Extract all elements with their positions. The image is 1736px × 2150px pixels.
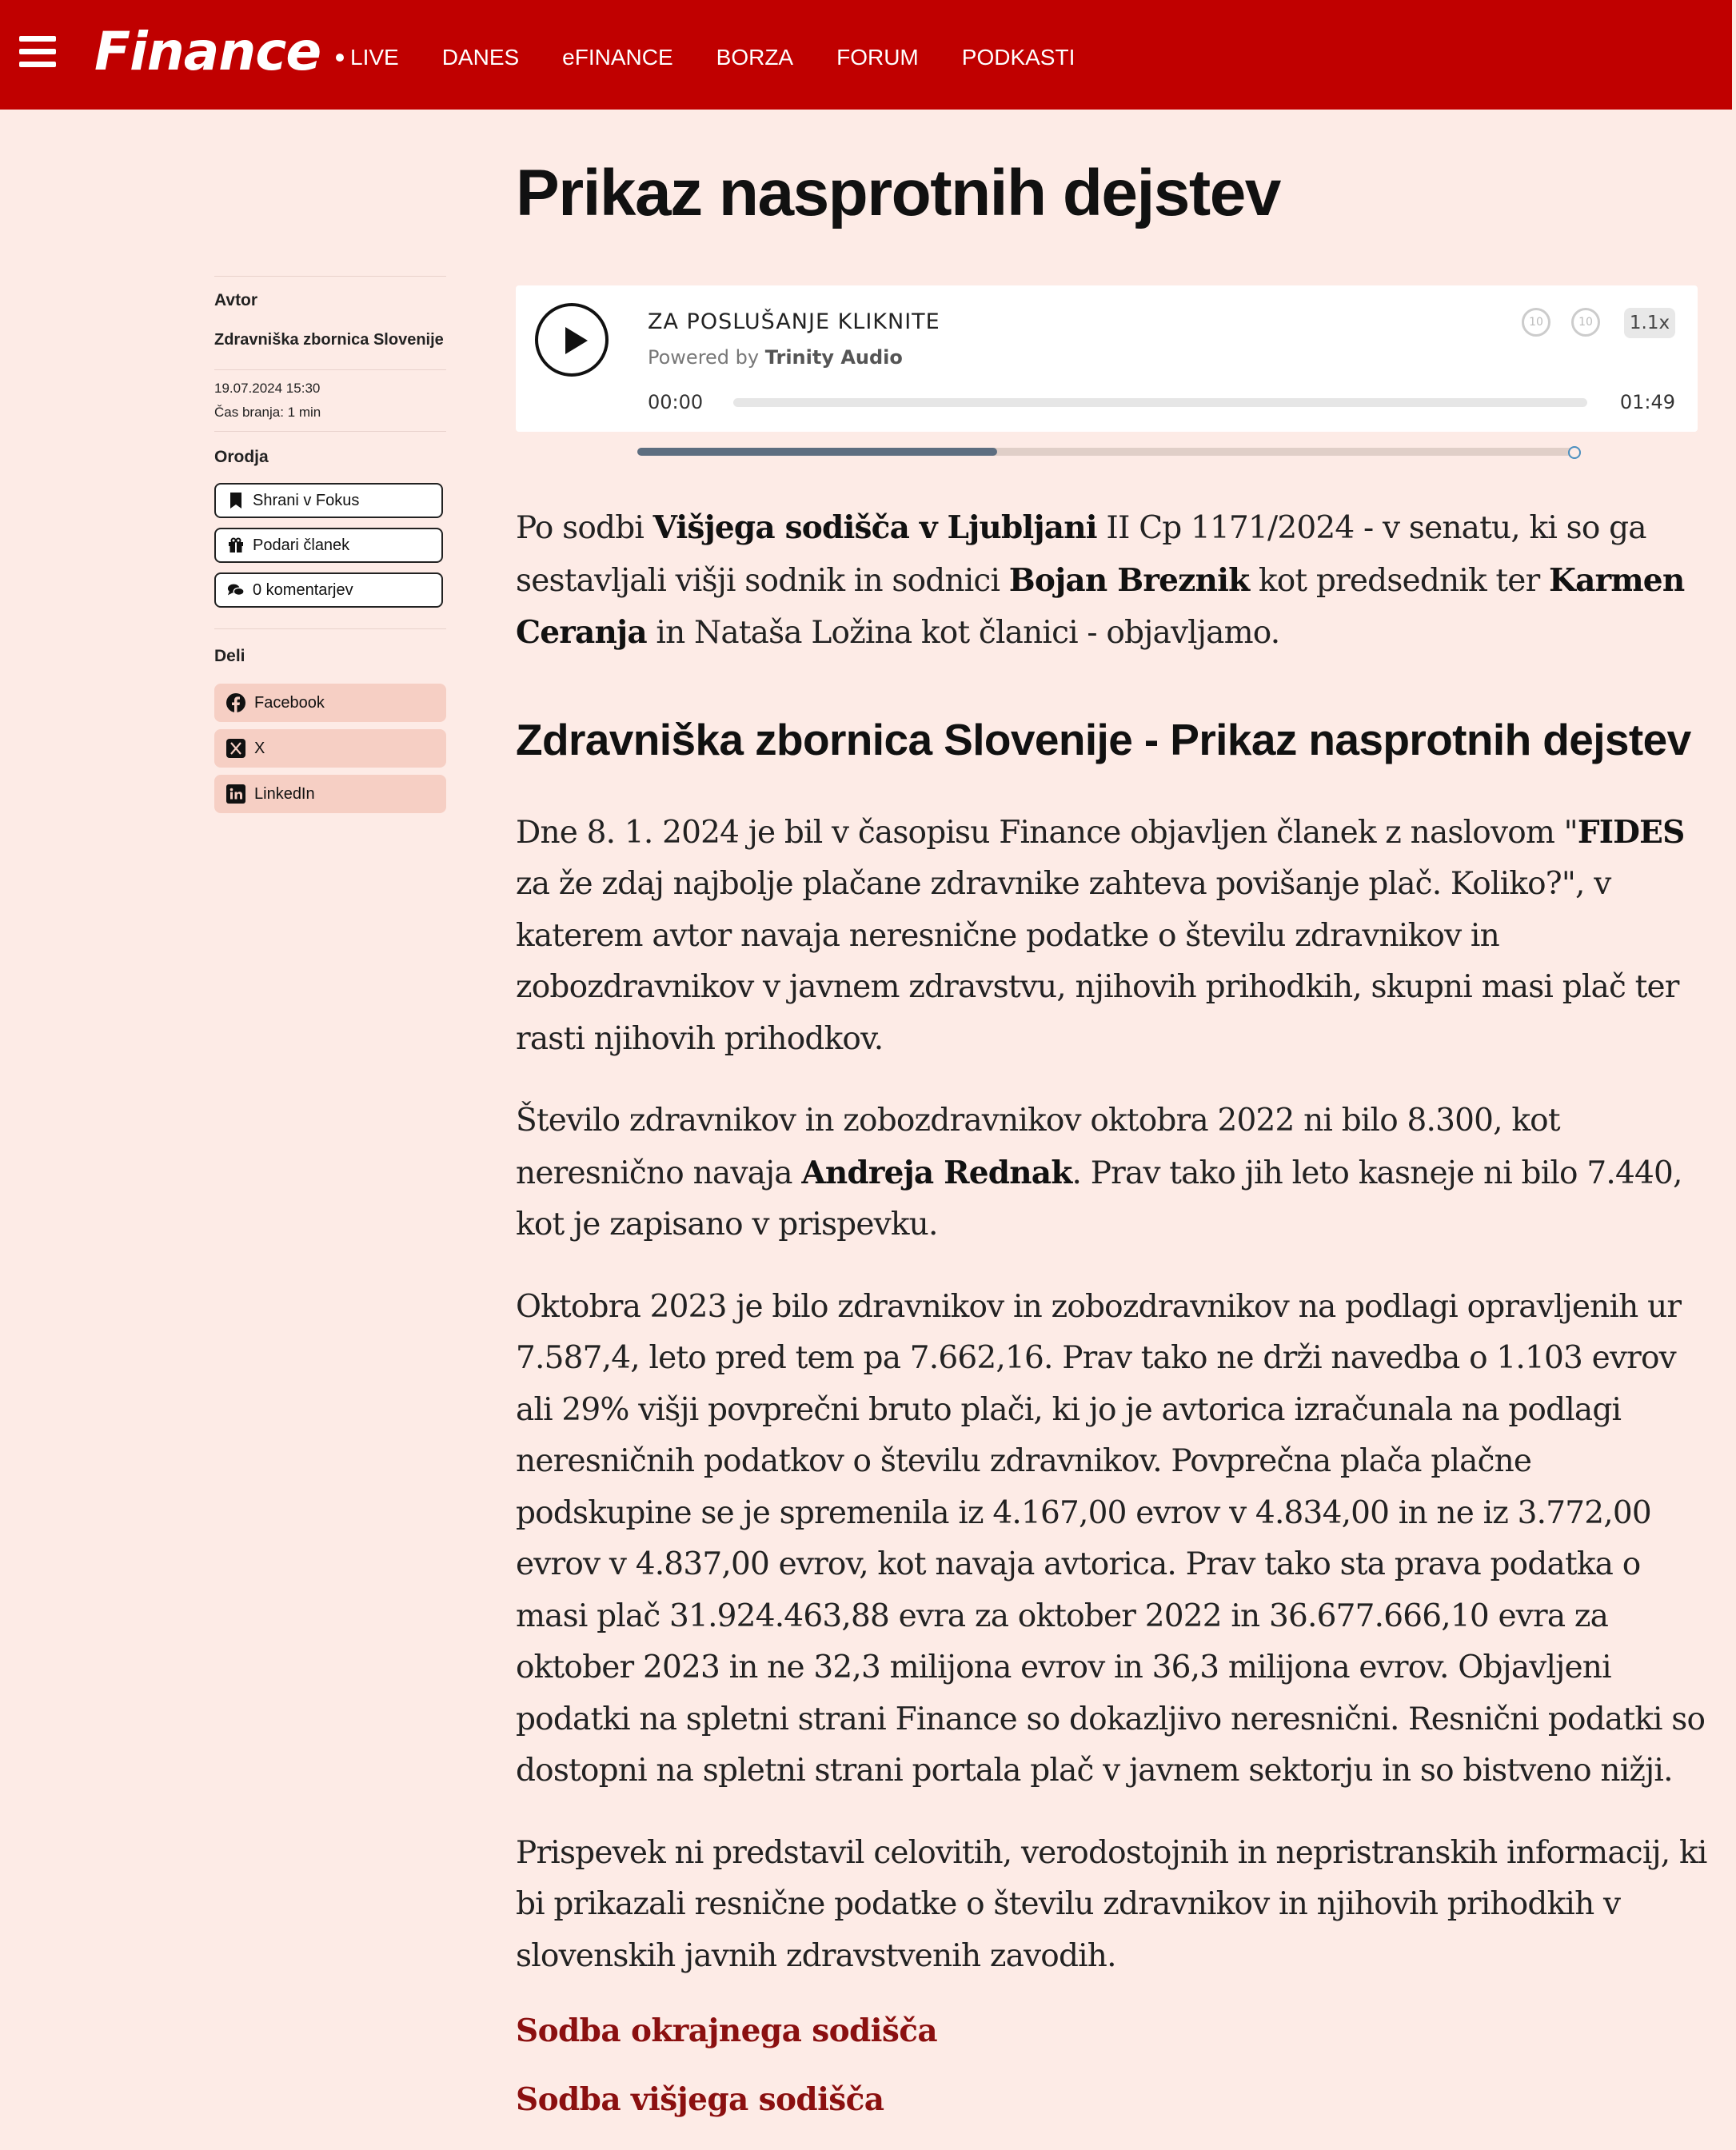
total-duration: 01:49 (1619, 391, 1675, 413)
share-linkedin-button[interactable] (214, 775, 446, 813)
comments-button[interactable] (214, 572, 443, 608)
divider (214, 628, 446, 629)
publish-date: 19.07.2024 15:30 (214, 381, 321, 396)
top-navigation-bar (0, 0, 1732, 110)
author-label: Avtor (214, 291, 258, 309)
district-court-ruling-link[interactable]: Sodba okrajnega sodišča (516, 2012, 938, 2049)
playback-speed-button[interactable]: 1.1x (1624, 308, 1675, 338)
player-title: ZA POSLUŠANJE KLIKNITE (648, 309, 940, 334)
body-paragraph: Prispevek ni predstavil celovitih, verodostojnih in nepristranskih informacij, ki bi prikazali resnične podatke o številu zdravnikov in njihovih prihodkih v slovenskih javnih zdravstvenih zavodih. (516, 1834, 1707, 1974)
article-body (516, 502, 1707, 2150)
play-button[interactable] (535, 303, 609, 377)
divider (214, 431, 446, 432)
tools-label: Orodja (214, 448, 269, 466)
author-name[interactable]: Zdravniška zbornica Slovenije (214, 331, 444, 349)
x-icon (225, 738, 246, 759)
divider (214, 369, 446, 370)
facebook-label: Facebook (254, 693, 325, 712)
read-time: Čas branja: 1 min (214, 405, 321, 420)
body-paragraph: Oktobra 2023 je bilo zdravnikov in zobozdravnikov na podlagi opravljenih ur 7.587,4, leto pred tem pa 7.662,16. Prav tako ne drži navedba o 1.103 evrov ali 29% višji povprečni bruto plači, ki jo je avtorica izračunala na podlagi neresničnih podatkov o številu zdravnikov. Povprečna plača plačne podskupine se je spremenila iz 4.167,00 evrov v 4.834,00 in ne iz 3.772,00 evrov v 4.837,00 evrov, kot navaja avtorica. Prav tako sta prava podatka o masi plač 31.924.463,88 evra za oktober 2022 in 36.677.666,10 evra za oktober 2023 in ne 32,3 milijona evrov in 36,3 milijona evrov. Objavljeni podatki na spletni strani Finance so dokazljivo neresnični. Resnični podatki so dostopni na spletni strani portala plač v javnem sektorju in so bistveno nižji. (516, 1288, 1706, 1789)
powered-by-prefix: Powered by (648, 346, 760, 369)
audio-player (516, 285, 1698, 432)
audio-progress-slider[interactable] (733, 398, 1587, 407)
nav-podkasti[interactable]: PODKASTI (961, 45, 1076, 70)
bookmark-icon (227, 492, 245, 509)
comments-icon (227, 581, 245, 599)
body-paragraph: Dne 8. 1. 2024 je bil v časopisu Finance objavljen članek z naslovom "FIDES za že zdaj najbolje plačane zdravnike zahteva povišanje plač. Koliko?", v katerem avtor navaja neresnične podatke o številu zdravnikov in zobozdravnikov v javnem zdravstvu, njihovih prihodkih, skupni masi plač ter rasti njihovih prihodkov. (516, 813, 1685, 1057)
player-scrollbar[interactable] (637, 448, 1573, 456)
scroll-end-icon (1568, 446, 1581, 459)
linkedin-icon (225, 784, 246, 804)
higher-court-ruling-link[interactable]: Sodba višjega sodišča (516, 2081, 884, 2118)
player-powered-by (648, 346, 903, 369)
player-scrollbar-thumb[interactable] (637, 448, 997, 456)
gift-article-label: Podari članek (253, 536, 350, 554)
current-time: 00:00 (648, 391, 704, 413)
article-sidebar (214, 276, 446, 820)
save-to-focus-button[interactable] (214, 483, 443, 518)
main-nav (336, 45, 1118, 70)
author-mention: Andreja Rednak (801, 1154, 1072, 1191)
body-paragraph: Število zdravnikov in zobozdravnikov oktobra 2022 ni bilo 8.300, kot neresnično navaja Andreja Rednak. Prav tako jih leto kasneje ni bilo 7.440, kot je zapisano v prispevku. (516, 1103, 1682, 1243)
comments-label: 0 komentarjev (253, 580, 353, 599)
judge-name: Karmen Ceranja (516, 561, 1685, 651)
save-to-focus-label: Shrani v Fokus (253, 491, 360, 509)
divider (214, 276, 446, 277)
share-label: Deli (214, 647, 245, 665)
share-x-button[interactable] (214, 729, 446, 768)
facebook-icon (225, 692, 246, 713)
share-facebook-button[interactable] (214, 684, 446, 722)
gift-icon (227, 537, 245, 554)
linkedin-label: LinkedIn (254, 784, 315, 803)
rewind-10-icon[interactable]: 10 (1522, 308, 1550, 337)
trinity-audio-link[interactable]: Trinity Audio (764, 346, 903, 369)
bold-term: FIDES (1577, 813, 1685, 851)
nav-efinance[interactable]: eFINANCE (562, 45, 673, 70)
court-name: Višjega sodišča v Ljubljani (652, 509, 1097, 546)
section-heading: Zdravniška zbornica Slovenije - Prikaz nasprotnih dejstev (516, 714, 1691, 764)
nav-forum[interactable]: FORUM (836, 45, 919, 70)
article-title: Prikaz nasprotnih dejstev (516, 157, 1280, 229)
gift-article-button[interactable] (214, 528, 443, 563)
live-dot-icon (336, 54, 344, 62)
judge-name: Bojan Breznik (1008, 561, 1250, 599)
nav-borza[interactable]: BORZA (716, 45, 794, 70)
menu-icon[interactable] (19, 36, 56, 66)
intro-paragraph: Po sodbi Višjega sodišča v Ljubljani II Cp 1171/2024 - v senatu, ki so ga sestavljali višji sodnik in sodnici Bojan Breznik kot predsednik ter Karmen Ceranja in Nataša Ložina kot članici - objavljamo. (516, 509, 1685, 651)
nav-live-label: LIVE (350, 45, 399, 70)
forward-10-icon[interactable]: 10 (1571, 308, 1600, 337)
finance-logo[interactable]: Finance (94, 21, 321, 82)
x-label: X (254, 739, 265, 757)
nav-live[interactable] (336, 45, 399, 70)
nav-danes[interactable]: DANES (441, 45, 520, 70)
